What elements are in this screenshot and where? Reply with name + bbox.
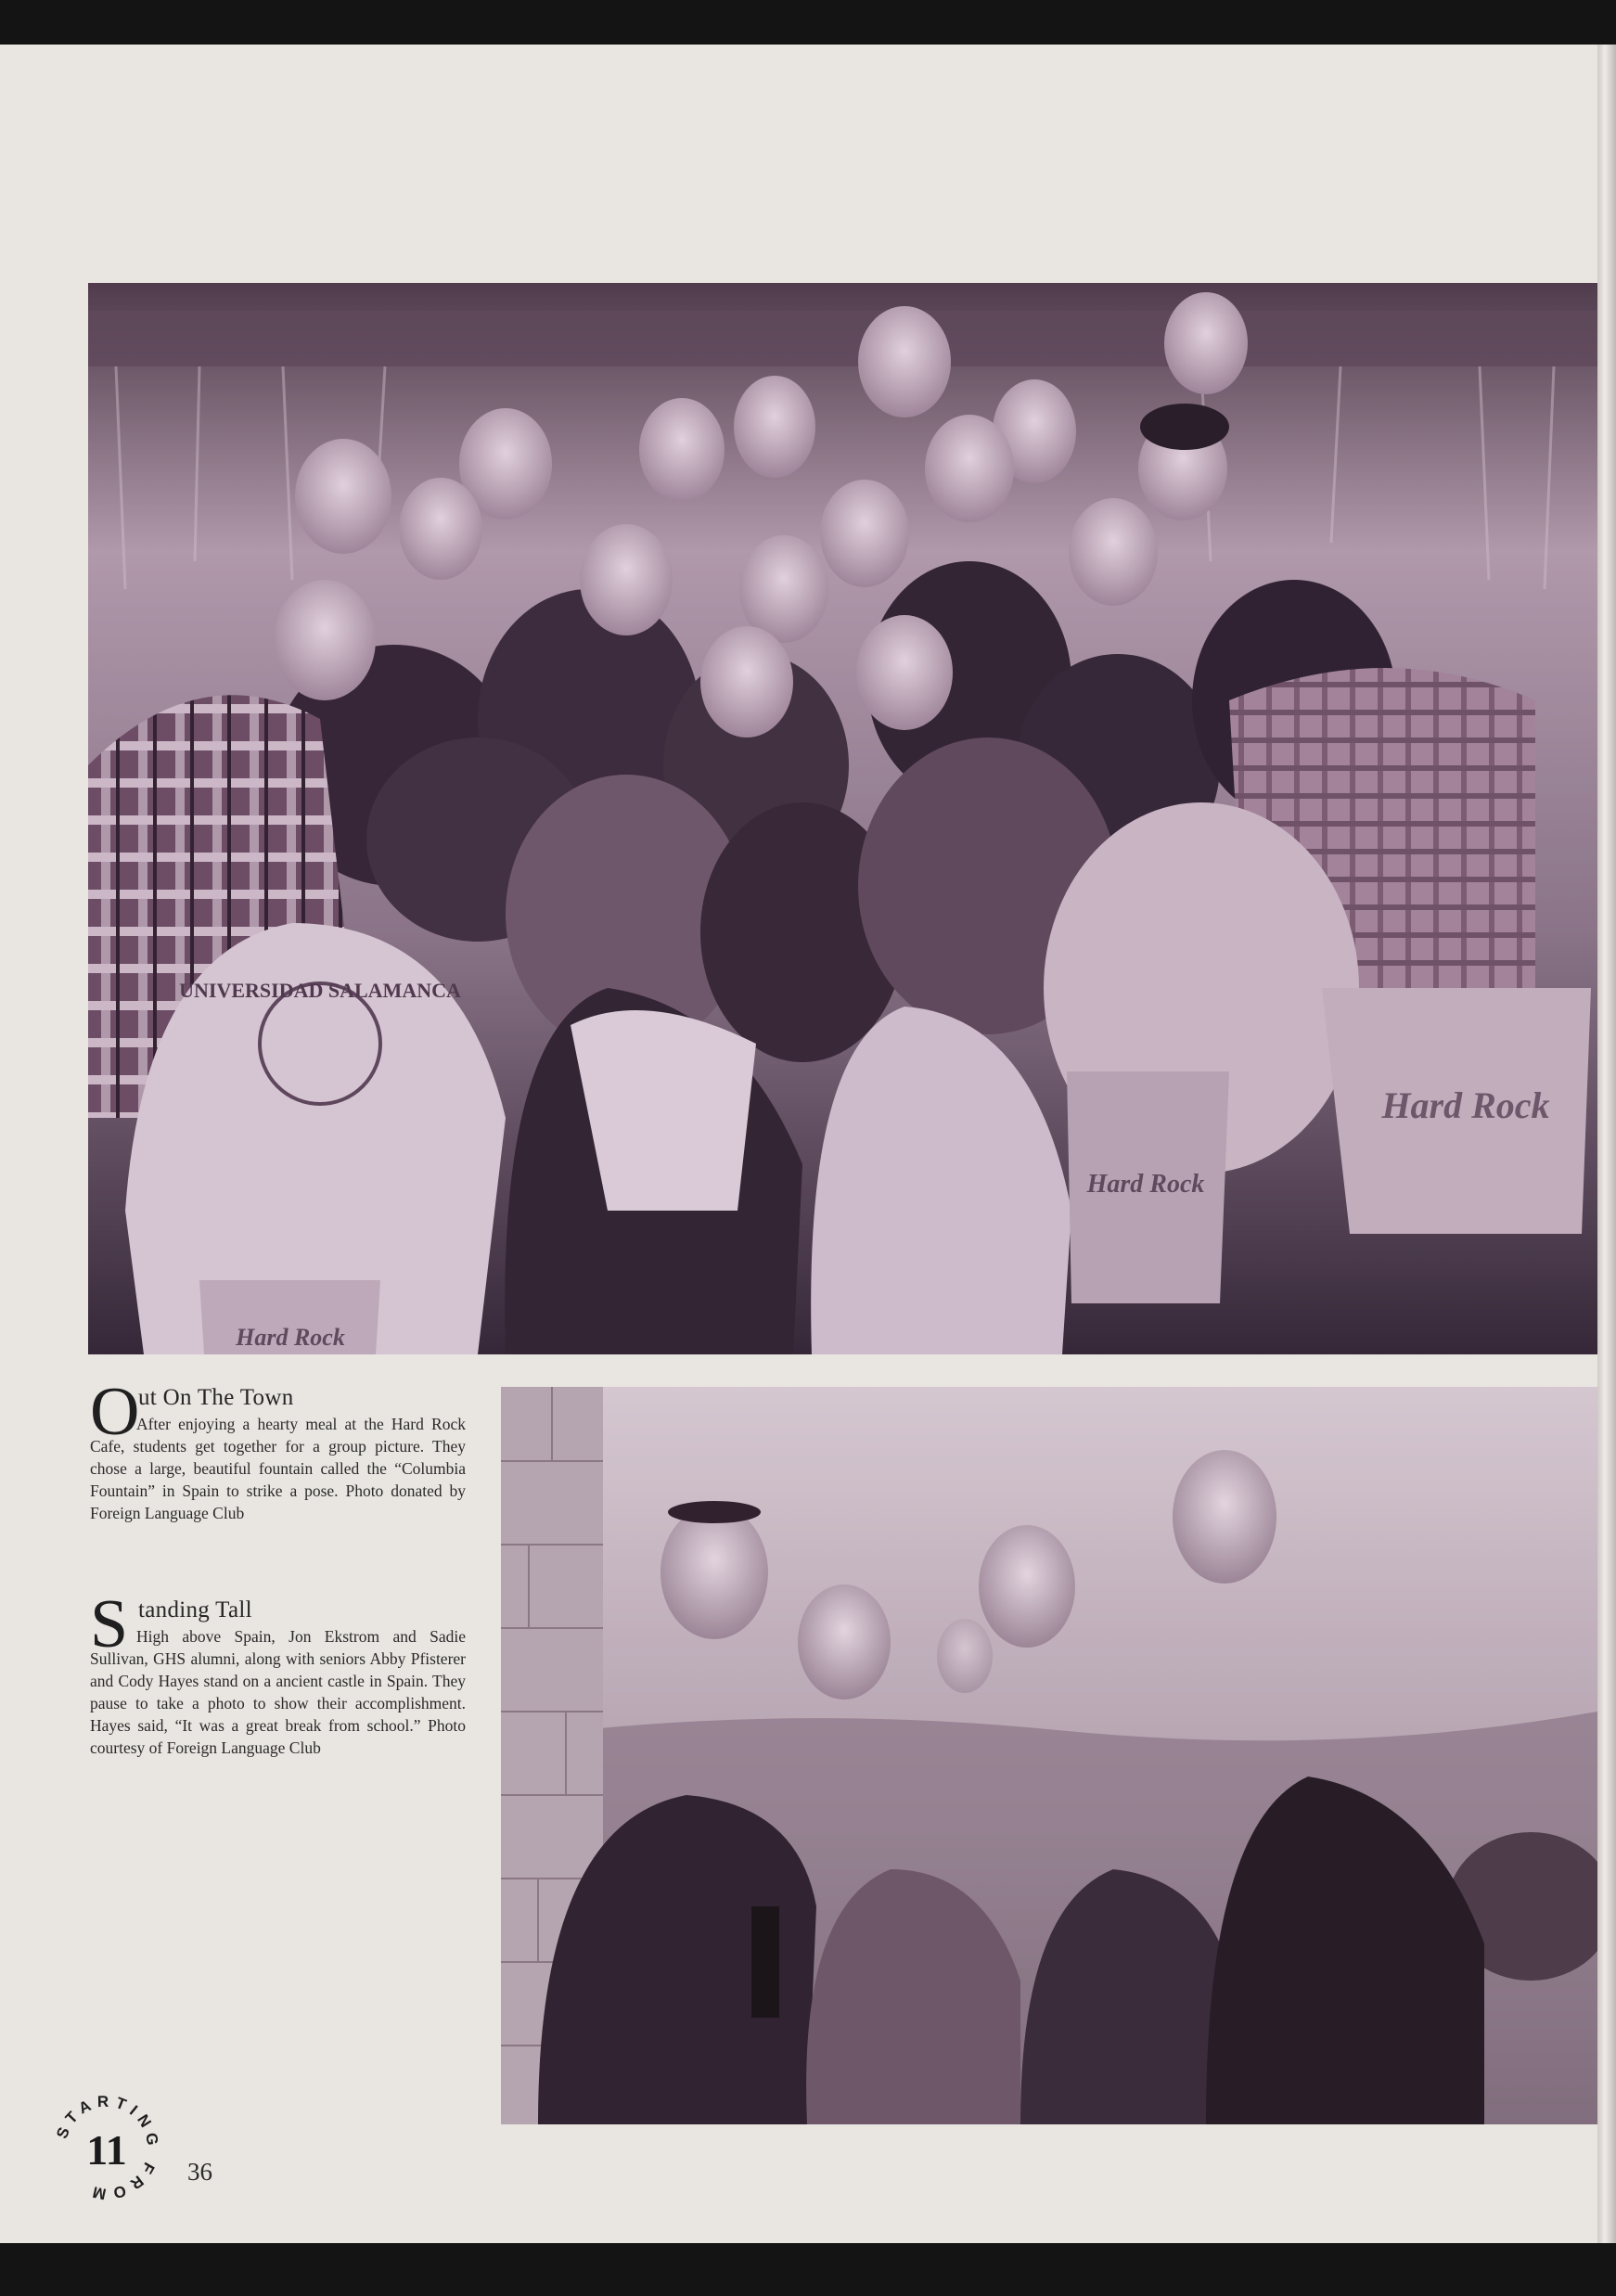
logo-numeral: 11 [86,2126,127,2174]
caption-heading [90,1374,466,1450]
drop-cap: S [90,1586,129,1662]
page-edge [1597,45,1616,2243]
caption-out-on-the-town [90,1374,466,1524]
starting-from-11-logo [51,2092,162,2203]
caption-title: tanding Tall [138,1597,252,1623]
caption-title: ut On The Town [138,1385,294,1410]
caption-body: High above Spain, Jon Ekstrom and Sadie Sullivan, GHS alumni, along with seniors Abby Pfisterer and Cody Hayes stand on a ancient castle in Spain. They pause to take a photo to show their accomplishment. Hayes said, “It was a great break from school.” Photo courtesy of Foreign Language Club [90,1627,466,1757]
group-photo-castle [501,1387,1597,2124]
caption-standing-tall [90,1586,466,1759]
page-number: 36 [187,2158,212,2186]
caption-heading [90,1586,466,1662]
logo-ring-text: STARTING FROM [53,2092,162,2203]
caption-body: After enjoying a hearty meal at the Hard Rock Cafe, students get together for a group picture. They chose a large, beautiful fountain called the “Columbia Fountain” in Spain to strike a pose. Photo donated by Foreign Language Club [90,1415,466,1522]
sweatshirt-text: UNIVERSIDAD SALAMANCA [179,979,461,1002]
group-photo-fountain [88,283,1597,1354]
drop-cap: O [90,1374,140,1450]
svg-text:Hard Rock: Hard Rock [1381,1084,1550,1126]
svg-text:Hard Rock: Hard Rock [236,1324,345,1351]
svg-text:Hard Rock: Hard Rock [1086,1170,1205,1199]
